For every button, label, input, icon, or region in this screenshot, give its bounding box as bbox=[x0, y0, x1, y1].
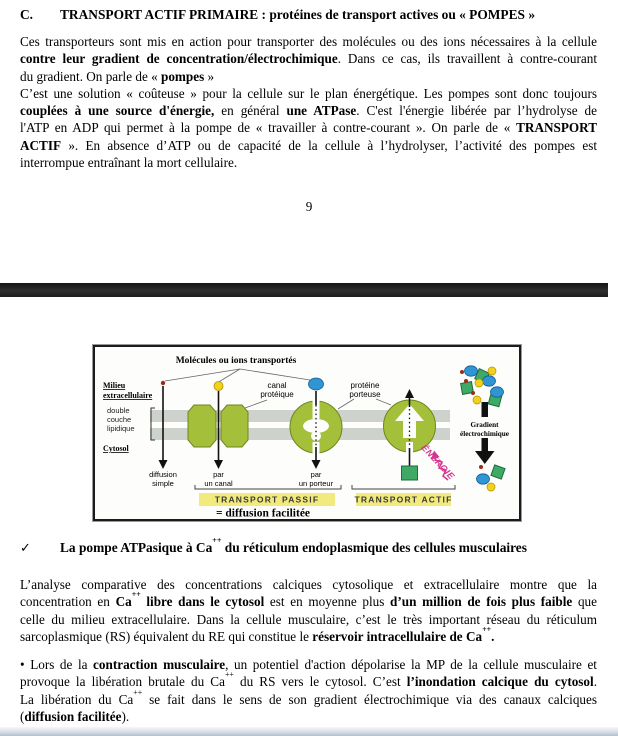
text-line bbox=[20, 656, 597, 673]
par-un-canal-label-1: par bbox=[213, 470, 224, 479]
paragraph-contraction-musculaire bbox=[20, 656, 597, 725]
text-run: interrompue entraînant la mort cellulaire. bbox=[20, 154, 238, 170]
page-separator-bar bbox=[0, 283, 608, 297]
gradient-label-1: Gradient bbox=[470, 421, 499, 429]
text-run: libre dans le cytosol bbox=[140, 594, 265, 610]
text-run: La pompe ATPasique à Ca bbox=[60, 540, 213, 555]
text-run: pompes bbox=[161, 68, 205, 84]
text-run: TRANSPORT bbox=[516, 120, 597, 136]
canal-label-1: canal bbox=[267, 381, 287, 390]
section-heading-c bbox=[20, 7, 600, 23]
porteuse-label-2: porteuse bbox=[349, 390, 381, 399]
bilayer-label-1: double bbox=[107, 406, 130, 415]
text-run: d’un million de fois plus faible bbox=[390, 594, 573, 610]
diffusion-facilitee-label: = diffusion facilitée bbox=[215, 507, 311, 519]
text-run: l’inondation calcique du cytosol bbox=[406, 674, 594, 690]
subsection-title bbox=[60, 535, 527, 556]
text-run: ACTIF bbox=[20, 137, 62, 153]
actif-bracket bbox=[352, 485, 455, 489]
text-run: l'ATP en ADP qui permet à la pompe de « travailler à contre-courant ». On parle de « bbox=[20, 120, 517, 136]
bilayer-label-2: couche bbox=[107, 415, 132, 424]
text-run: contre leur gradient de concentration/électrochimique bbox=[20, 51, 338, 67]
milieu-label-1: Milieu bbox=[103, 381, 126, 390]
text-run: concentration en bbox=[20, 594, 116, 610]
gradient-cluster-top bbox=[460, 366, 504, 407]
text-run: en général bbox=[214, 103, 287, 118]
text-line bbox=[20, 85, 597, 102]
section-title: TRANSPORT ACTIF PRIMAIRE : protéines de transport actives ou « POMPES » bbox=[60, 7, 536, 22]
diagram-title: Molécules ou ions transportés bbox=[175, 356, 297, 366]
text-run: du RS vers le cytosol. C’est bbox=[233, 674, 407, 690]
text-line bbox=[20, 670, 597, 690]
text-run: ++ bbox=[482, 624, 492, 634]
taskbar-top-edge bbox=[0, 727, 618, 736]
text-line bbox=[60, 535, 527, 556]
canal-label-2: protéique bbox=[260, 390, 294, 399]
par-un-porteur-label-1: par bbox=[310, 470, 322, 479]
text-run: Ces transporteurs sont mis en action pour transporter des molécules ou des ions nécessaires à la cellule bbox=[20, 34, 597, 49]
text-run: réservoir intracellulaire de Ca bbox=[312, 628, 483, 644]
ion-yellow bbox=[214, 382, 223, 391]
text-run: une ATPase bbox=[286, 103, 357, 118]
text-line bbox=[20, 33, 597, 50]
text-run: ++ bbox=[131, 590, 141, 600]
energie-label: ÉNERGIE bbox=[419, 442, 457, 482]
par-un-canal-label-2: un canal bbox=[204, 479, 233, 488]
molecule-blue bbox=[309, 378, 324, 390]
diffusion-simple-label-2: simple bbox=[152, 479, 174, 488]
text-line bbox=[20, 611, 597, 628]
text-line bbox=[20, 624, 597, 645]
milieu-label-2: extracellulaire bbox=[103, 391, 153, 400]
text-run: ». En absence d’ATP ou de capacité de la cellule à l’hydrolyser, l’activité des pompes est bbox=[61, 137, 597, 153]
text-line bbox=[20, 50, 597, 67]
text-run: se fait dans le sens de son gradient électrochimique via des canaux calciques bbox=[142, 691, 597, 707]
text-line bbox=[20, 154, 597, 171]
text-run: provoque la libération brutale du Ca bbox=[20, 674, 225, 690]
porteuse-label-1: protéine bbox=[350, 381, 380, 390]
text-line bbox=[20, 708, 597, 725]
membrane-transport-diagram bbox=[95, 347, 519, 519]
paragraph-transport-actif bbox=[20, 33, 597, 171]
text-run: diffusion facilitée bbox=[24, 708, 122, 724]
section-letter: C. bbox=[20, 7, 34, 22]
cytosol-label: Cytosol bbox=[103, 444, 129, 453]
text-run: du gradient. On parle de « bbox=[20, 68, 161, 84]
text-run: Ca bbox=[115, 594, 132, 610]
transport-actif-label: TRANSPORT ACTIF bbox=[354, 494, 453, 505]
text-line bbox=[20, 102, 597, 119]
check-mark-icon: ✓ bbox=[20, 540, 31, 555]
gradient-cluster-bottom bbox=[477, 465, 506, 491]
membrane-transport-figure bbox=[93, 345, 521, 521]
text-line bbox=[20, 576, 597, 593]
text-run: est en moyenne plus bbox=[264, 594, 391, 610]
text-run: celle du milieu extracellulaire. Dans la cellule musculaire, c’est le très important réseau du réticulum bbox=[20, 611, 597, 627]
text-line bbox=[20, 137, 597, 154]
text-run: ( bbox=[20, 708, 25, 724]
small-molecule-red bbox=[161, 381, 165, 385]
text-line bbox=[20, 68, 597, 85]
text-run: La libération du Ca bbox=[20, 691, 134, 707]
text-run: que bbox=[572, 594, 597, 610]
transport-passif-label: TRANSPORT PASSIF bbox=[214, 494, 320, 505]
text-run: . Dans ce cas, ils travaillent à contre-courant bbox=[337, 51, 597, 67]
text-line bbox=[20, 590, 597, 610]
text-run: contraction musculaire bbox=[93, 657, 226, 672]
text-run: ++ bbox=[212, 535, 222, 545]
text-line bbox=[20, 687, 597, 708]
energy-molecule-square bbox=[402, 466, 418, 480]
diffusion-simple-label-1: diffusion bbox=[149, 470, 177, 479]
text-run: L’analyse comparative des concentrations calciques cytosolique et extracellulaire montre que la bbox=[20, 577, 597, 592]
text-line bbox=[20, 119, 597, 136]
text-run: couplées à une source d'énergie, bbox=[20, 103, 215, 118]
text-run: . C'est l'énergie libérée par l’hydrolyse de bbox=[356, 103, 598, 118]
par-un-porteur-label-2: un porteur bbox=[298, 479, 334, 488]
text-run: . bbox=[491, 628, 495, 644]
gradient-label-2: électrochimique bbox=[460, 430, 509, 438]
subsection-heading-pompe-atpasique bbox=[20, 535, 600, 556]
text-run: » bbox=[204, 68, 215, 84]
text-run: ). bbox=[121, 708, 130, 724]
paragraph-analyse-calcique bbox=[20, 576, 597, 645]
text-run: sarcoplasmique (RS) équivalent du RE qui constitue le bbox=[20, 628, 313, 644]
text-run: ++ bbox=[133, 687, 143, 697]
bilayer-label-3: lipidique bbox=[107, 424, 135, 433]
text-run: . bbox=[593, 674, 597, 690]
page-number: 9 bbox=[305, 199, 313, 214]
text-run: , un potentiel d'action dépolarise la MP de la cellule musculaire et bbox=[225, 657, 597, 672]
text-run: • Lors de la bbox=[20, 657, 94, 672]
text-run: du réticulum endoplasmique des cellules musculaires bbox=[221, 540, 527, 555]
text-run: C’est une solution « coûteuse » pour la cellule sur le plan énergétique. Les pompes sont donc toujours bbox=[20, 85, 597, 101]
text-run: ++ bbox=[224, 670, 234, 680]
